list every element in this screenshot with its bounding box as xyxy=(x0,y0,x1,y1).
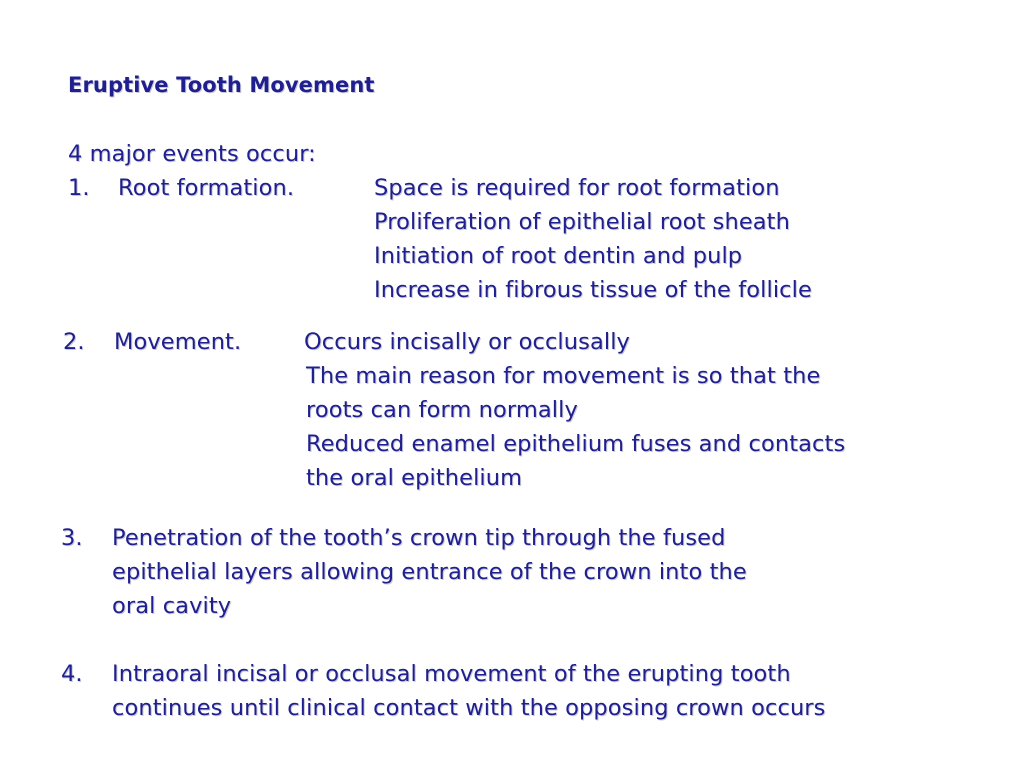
item1-line: Space is required for root formation xyxy=(374,175,780,201)
item4-number: 4. xyxy=(61,661,83,687)
item1-number: 1. xyxy=(68,175,90,201)
item2-number: 2. xyxy=(63,329,85,355)
item2-heading: Movement. xyxy=(114,329,242,355)
item3-line: Penetration of the tooth’s crown tip through the fused xyxy=(112,525,726,551)
item4-line: Intraoral incisal or occlusal movement of the erupting tooth xyxy=(112,661,791,687)
item2-line: Reduced enamel epithelium fuses and contacts xyxy=(306,431,846,457)
item2-line: The main reason for movement is so that the xyxy=(306,363,821,389)
item2-line: Occurs incisally or occlusally xyxy=(304,329,630,355)
item1-line: Proliferation of epithelial root sheath xyxy=(374,209,790,235)
slide-title: Eruptive Tooth Movement xyxy=(68,73,375,97)
intro-text: 4 major events occur: xyxy=(68,141,316,167)
item3-line: oral cavity xyxy=(112,593,232,619)
item4-line: continues until clinical contact with the opposing crown occurs xyxy=(112,695,826,721)
item1-line: Increase in fibrous tissue of the follicle xyxy=(374,277,812,303)
item3-number: 3. xyxy=(61,525,83,551)
item1-line: Initiation of root dentin and pulp xyxy=(374,243,743,269)
item2-line: roots can form normally xyxy=(306,397,578,423)
item2-line: the oral epithelium xyxy=(306,465,523,491)
item3-line: epithelial layers allowing entrance of the crown into the xyxy=(112,559,747,585)
item1-heading: Root formation. xyxy=(118,175,295,201)
